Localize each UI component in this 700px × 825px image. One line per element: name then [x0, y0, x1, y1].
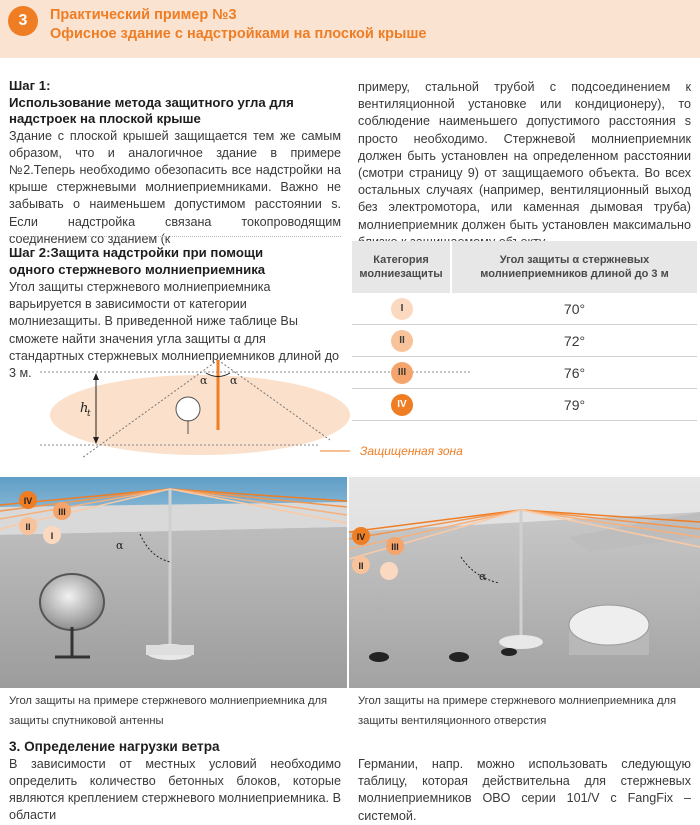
step2-body: Угол защиты стержневого молниеприемника варьируется в зависимости от категории молниезащиты. В приведенной ниже таблице Вы сможете найти значения угла защиты α для стандартных стержневых молниеприемников длиной до 3 м.: [9, 280, 340, 381]
step3-body-left: В зависимости от местных условий необходимо определить количество бетонных блоков, которые являются креплением стержневого молниеприемника. В области: [9, 756, 341, 823]
page-title: [50, 6, 426, 44]
photo-satellite-antenna-illustration: [0, 477, 347, 688]
table-row: [352, 357, 697, 389]
category-ii-label: II: [25, 522, 31, 532]
height-subscript: t: [87, 409, 91, 419]
step1-label: Шаг 1:: [9, 78, 51, 93]
photo-ventilation-outlet: [349, 477, 700, 688]
protected-zone-label: Защищенная зона: [360, 444, 463, 458]
title-line-2: Офисное здание с надстройками на плоской крыше: [50, 26, 427, 42]
angle-value: 72°: [563, 333, 586, 349]
antenna-dish: [176, 397, 200, 421]
step3-left-column: [9, 739, 341, 824]
category-iv-label: IV: [356, 532, 366, 542]
step3-heading: 3. Определение нагрузки ветра: [9, 739, 220, 754]
alpha-label: α: [116, 539, 124, 552]
step2-heading-line-1: Шаг 2:Защита надстройки при помощи: [9, 245, 264, 260]
table-col2-header: Угол защиты α стержневых молниеприемников длиной до 3 м: [480, 254, 669, 280]
protection-angle-table: [352, 241, 697, 421]
angle-value: 76°: [563, 365, 586, 381]
caption-ventilation-outlet: Угол защиты на примере стержневого молниеприемника для защиты вентиляционного отверстия: [358, 695, 677, 727]
photo-ventilation-outlet-illustration: [349, 477, 700, 688]
alpha-label: α: [479, 570, 487, 583]
alpha-right-label: α: [230, 374, 238, 387]
section-number-badge: 3: [8, 6, 38, 36]
table-row: [352, 293, 697, 325]
caption-satellite-antenna: Угол защиты на примере стержневого молниеприемника для защиты спутниковой антенны: [9, 695, 328, 727]
divider: [9, 236, 341, 237]
table-col1-header: Категория молниезащиты: [352, 241, 452, 293]
protected-zone-ellipse: [50, 375, 350, 455]
table-row: [352, 325, 697, 357]
step1-left-column: [9, 78, 341, 248]
step3-body-right: Германии, напр. можно использовать следующую таблицу, которая действительна для стержневых молниеприемников OBO серии 101/V с FangFix – системой.: [358, 757, 691, 823]
step1-heading-line-1: Использование метода защитного угла для: [9, 94, 294, 110]
category-badge: II: [391, 330, 413, 352]
category-ii-label: II: [358, 561, 364, 571]
height-arrow-top: [93, 373, 99, 380]
step1-body-right: примеру, стальной трубой с подсоединением к вентиляционной установке или кондиционеру), то соблюдение наименьшего допустимого расстояния s просто необходимо. Стержневой молниеприемник должен быть установлен на определенном расстоянии (смотри страницу 9) от защищаемого объекта. Во всех остальных случаях (например, вентиляционный выход без электромотора, или каменная дымовая труба) молниеприемник должен быть установлен максимально: [358, 80, 691, 232]
table-header: [352, 241, 697, 293]
category-i-label: I: [50, 531, 54, 541]
height-label: h: [80, 401, 89, 416]
category-iii-label: III: [391, 542, 399, 552]
photo-satellite-antenna: [0, 477, 347, 688]
angle-value: 70°: [563, 301, 586, 317]
title-line-1: Практический пример №3: [50, 7, 237, 23]
angle-value: 79°: [563, 397, 586, 413]
table-row: [352, 389, 697, 421]
step2-heading-line-2: одного стержневого молниеприемника: [9, 261, 266, 277]
category-badge: IV: [391, 394, 413, 416]
category-badge: III: [391, 362, 413, 384]
alpha-left-label: α: [200, 374, 208, 387]
category-iv-label: IV: [23, 496, 33, 506]
step1-heading-line-2: надстроек на плоской крыше: [9, 111, 201, 126]
category-iii-label: III: [58, 507, 66, 517]
step1-body-left: Здание с плоской крышей защищается тем же самым образом, что и аналогичное здание в примере №2.Теперь необходимо обезопасить все надстройки на крыше стержневыми молниеприемниками. Важно не забывать о наименьшем допустимом расстоянии s. Если надстройка связана токопроводящим соединением со зданием (к: [9, 128, 341, 246]
category-badge: I: [391, 298, 413, 320]
